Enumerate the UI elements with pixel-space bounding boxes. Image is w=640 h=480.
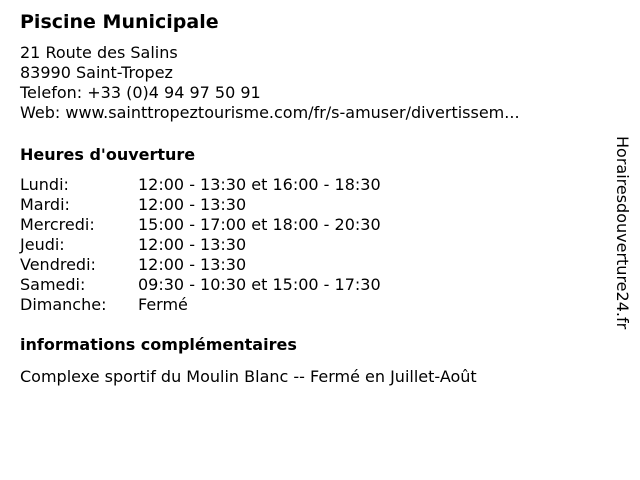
hours-row-saturday xyxy=(20,275,600,295)
day-label: Lundi: xyxy=(20,175,69,194)
hours-row-friday xyxy=(20,255,600,275)
day-label: Dimanche: xyxy=(20,295,107,314)
info-heading: informations complémentaires xyxy=(20,335,297,354)
place-name: Piscine Municipale xyxy=(20,11,219,33)
site-watermark: Horairesdouverture24.fr xyxy=(613,136,632,330)
opening-hours-card xyxy=(20,10,600,387)
day-label: Jeudi: xyxy=(20,235,65,254)
time-value: 15:00 - 17:00 et 18:00 - 20:30 xyxy=(138,215,381,234)
time-value: 12:00 - 13:30 et 16:00 - 18:30 xyxy=(138,175,381,194)
hours-row-sunday xyxy=(20,295,600,315)
address-city: 83990 Saint-Tropez xyxy=(20,63,173,82)
day-label: Mercredi: xyxy=(20,215,95,234)
time-value: 09:30 - 10:30 et 15:00 - 17:30 xyxy=(138,275,381,294)
address-street: 21 Route des Salins xyxy=(20,43,178,62)
contact-block xyxy=(20,43,600,123)
hours-table xyxy=(20,175,600,315)
hours-heading: Heures d'ouverture xyxy=(20,145,196,164)
day-label: Mardi: xyxy=(20,195,70,214)
hours-row-wednesday xyxy=(20,215,600,235)
time-value: 12:00 - 13:30 xyxy=(138,255,247,274)
hours-row-monday xyxy=(20,175,600,195)
website-link[interactable]: Web: www.sainttropeztourisme.com/fr/s-amuser/divertissem... xyxy=(20,103,520,122)
time-value: 12:00 - 13:30 xyxy=(138,195,247,214)
phone-number: Telefon: +33 (0)4 94 97 50 91 xyxy=(20,83,261,102)
hours-row-thursday xyxy=(20,235,600,255)
hours-row-tuesday xyxy=(20,195,600,215)
time-value: 12:00 - 13:30 xyxy=(138,235,247,254)
info-text: Complexe sportif du Moulin Blanc -- Fermé en Juillet-Août xyxy=(20,367,477,386)
day-label: Samedi: xyxy=(20,275,86,294)
time-value: Fermé xyxy=(138,295,188,314)
day-label: Vendredi: xyxy=(20,255,96,274)
